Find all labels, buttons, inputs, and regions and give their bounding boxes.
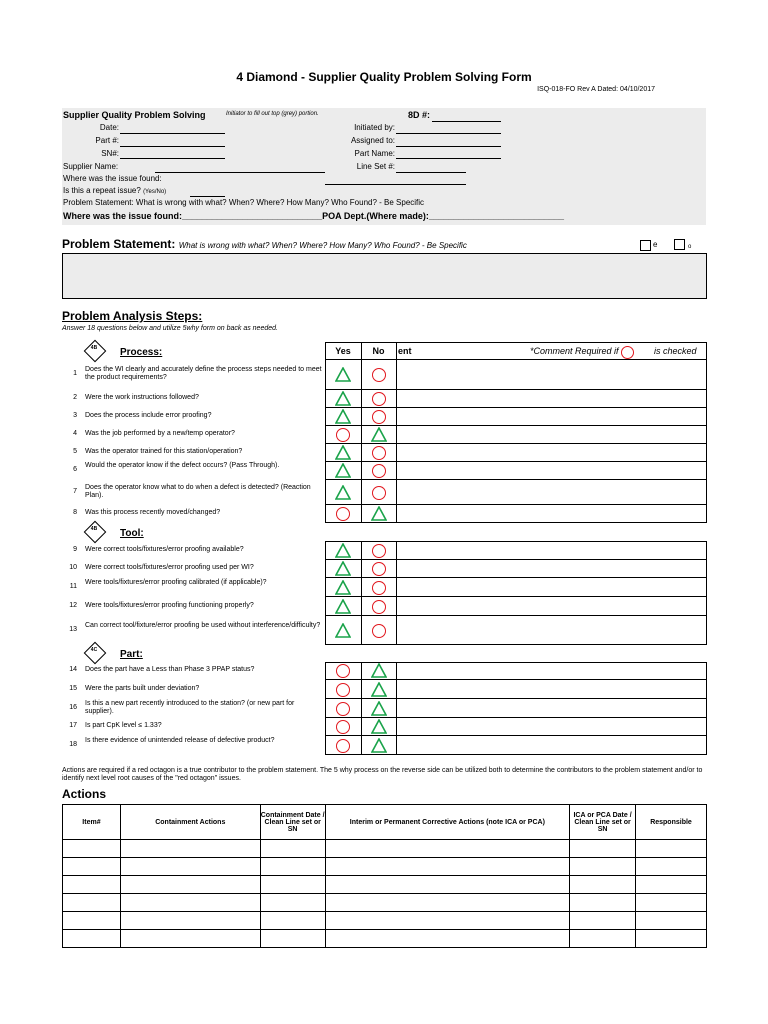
problem-statement-line: Problem Statement: What is wrong with what? When? Where? How Many? Who Found? - Be Specific [63, 198, 425, 207]
yes-no-divider [361, 560, 362, 578]
date-label: Date: [99, 123, 119, 132]
question-text-18: Is there evidence of unintended release of defective product? [85, 736, 275, 744]
yes-no-divider [361, 462, 362, 480]
question-text-6: Would the operator know if the defect occurs? (Pass Through). [85, 462, 280, 469]
green-triangle-no-icon[interactable] [371, 738, 387, 753]
comment-cell-2[interactable] [397, 390, 706, 407]
comment-cell-8[interactable] [397, 505, 706, 522]
initiated-by-field[interactable] [396, 132, 501, 134]
actions-cell[interactable] [570, 840, 636, 858]
part-name-field[interactable] [396, 157, 501, 159]
diamond-badge-text: 4B [90, 345, 98, 351]
initiated-by-label: Initiated by: [354, 123, 395, 132]
actions-row [63, 876, 707, 894]
red-circle-no-icon[interactable] [372, 600, 386, 614]
question-number: 14 [69, 666, 77, 673]
yes-no-divider [361, 662, 362, 680]
actions-cell[interactable] [63, 876, 121, 894]
green-triangle-yes-icon[interactable] [335, 391, 351, 406]
checkbox-2[interactable] [674, 239, 685, 250]
comment-cell-3[interactable] [397, 408, 706, 425]
red-circle-yes-icon[interactable] [336, 683, 350, 697]
actions-cell[interactable] [120, 858, 260, 876]
yes-no-divider [361, 480, 362, 505]
green-triangle-no-icon[interactable] [371, 701, 387, 716]
yes-no-divider [361, 444, 362, 462]
actions-cell[interactable] [325, 930, 570, 948]
question-number: 2 [73, 394, 77, 401]
red-circle-no-icon[interactable] [372, 486, 386, 500]
actions-cell[interactable] [63, 840, 121, 858]
yes-no-divider [361, 408, 362, 426]
actions-cell[interactable] [325, 840, 570, 858]
assigned-to-label: Assigned to: [350, 136, 395, 145]
question-number: 16 [69, 703, 77, 711]
actions-cell[interactable] [636, 912, 707, 930]
question-text-12: Were tools/fixtures/error proofing functioning properly? [85, 601, 254, 609]
question-text-10: Were correct tools/fixtures/error proofing used per WI? [85, 564, 254, 571]
question-number: 10 [69, 564, 77, 571]
actions-cell[interactable] [260, 876, 325, 894]
form-title: 4 Diamond - Supplier Quality Problem Solving Form [236, 70, 532, 84]
red-circle-no-icon[interactable] [372, 392, 386, 406]
problem-statement-input[interactable] [62, 253, 707, 299]
actions-cell[interactable] [120, 840, 260, 858]
comment-cell-18[interactable] [397, 736, 706, 754]
initiator-note: Initiator to fill out top (grey) portion. [226, 111, 319, 117]
actions-cell[interactable] [120, 912, 260, 930]
supplier-name-label: Supplier Name: [63, 162, 119, 171]
green-triangle-yes-icon[interactable] [335, 367, 351, 382]
question-number: 3 [73, 412, 77, 419]
col-yes-header: Yes [335, 346, 351, 356]
question-number: 1 [73, 370, 77, 377]
red-circle-no-icon[interactable] [372, 368, 386, 382]
yes-no-divider [361, 680, 362, 699]
actions-cell[interactable] [63, 894, 121, 912]
is-checked-note: is checked [654, 346, 697, 356]
actions-col-ica-pca-date: ICA or PCA Date / Clean Line set or SN [570, 805, 636, 840]
question-number: 13 [69, 625, 77, 633]
actions-row [63, 858, 707, 876]
where-found-poa-line: Where was the issue found:____________________________POA Dept.(Where made):___________________________ [63, 211, 564, 221]
checkbox-2-label: o [688, 244, 692, 250]
supplier-name-field[interactable] [155, 171, 325, 173]
actions-cell[interactable] [325, 912, 570, 930]
yes-no-divider [361, 699, 362, 718]
green-triangle-yes-icon[interactable] [335, 445, 351, 460]
comment-cell-12[interactable] [397, 597, 706, 615]
line-set-field[interactable] [396, 171, 466, 173]
diamond-badge-text: 4B [90, 526, 98, 532]
yes-no-divider [361, 718, 362, 736]
red-circle-no-icon[interactable] [372, 562, 386, 576]
actions-cell[interactable] [325, 894, 570, 912]
engineering-diamond-icon [84, 521, 107, 544]
red-circle-yes-icon[interactable] [336, 739, 350, 753]
problem-analysis-heading: Problem Analysis Steps: [62, 309, 203, 323]
analysis-header-divider [396, 342, 397, 360]
red-circle-no-icon[interactable] [372, 544, 386, 558]
problem-statement-hint: What is wrong with what? When? Where? How Many? Who Found? - Be Specific [178, 241, 467, 250]
comment-cell-5[interactable] [397, 444, 706, 461]
actions-note: Actions are required if a red octagon is a true contributor to the problem statement. The 5 why process on the reverse side can be utilized both to determine the contributors to the problem statement and/or to identify next level root causes of the "red octagon" issues. [62, 767, 703, 782]
actions-cell[interactable] [63, 858, 121, 876]
question-text-17: Is part CpK level ≤ 1.33? [85, 722, 162, 729]
comment-cell-15[interactable] [397, 680, 706, 698]
question-text-16: Is this a new part recently introduced to the station? (or new part for supplier). [85, 699, 295, 715]
yes-no-divider [361, 541, 362, 560]
question-text-7: Does the operator know what to do when a defect is detected? (Reaction Plan). [85, 483, 311, 499]
actions-cell[interactable] [636, 858, 707, 876]
where-found-label: Where was the issue found: [63, 174, 162, 183]
actions-col-corrective: Interim or Permanent Corrective Actions (note ICA or PCA) [325, 805, 570, 840]
comment-cell-10[interactable] [397, 560, 706, 577]
green-triangle-no-icon[interactable] [371, 682, 387, 697]
question-number: 5 [73, 448, 77, 455]
red-circle-icon [621, 346, 634, 359]
actions-cell[interactable] [63, 912, 121, 930]
red-circle-no-icon[interactable] [372, 464, 386, 478]
problem-analysis-subtitle: Answer 18 questions below and utilize 5why form on back as needed. [62, 325, 278, 332]
engineering-diamond-icon [84, 340, 107, 363]
document-number: ISQ-018-FO Rev A Dated: 04/10/2017 [537, 86, 655, 93]
eightd-label: 8D #: [408, 110, 431, 120]
actions-cell[interactable] [260, 912, 325, 930]
question-number: 17 [69, 722, 77, 729]
actions-col-responsible: Responsible [636, 805, 707, 840]
date-field[interactable] [120, 132, 225, 134]
yes-no-divider [361, 578, 362, 597]
question-number: 12 [69, 601, 77, 609]
question-text-3: Does the process include error proofing? [85, 412, 212, 419]
red-circle-yes-icon[interactable] [336, 720, 350, 734]
yes-no-divider [361, 426, 362, 444]
actions-row [63, 912, 707, 930]
actions-cell[interactable] [63, 930, 121, 948]
green-triangle-no-icon[interactable] [371, 427, 387, 442]
sn-label: SN#: [101, 149, 119, 158]
green-triangle-no-icon[interactable] [371, 719, 387, 734]
comment-cell-1[interactable] [397, 360, 706, 389]
actions-cell[interactable] [325, 876, 570, 894]
actions-cell[interactable] [636, 840, 707, 858]
actions-cell[interactable] [570, 876, 636, 894]
col-comment-header: ent [398, 346, 412, 356]
section-process-heading: Process: [120, 347, 163, 358]
actions-cell[interactable] [260, 930, 325, 948]
actions-cell[interactable] [260, 858, 325, 876]
question-text-1: Does the WI clearly and accurately define the process steps needed to meet the product requirements? [85, 366, 322, 381]
problem-statement-heading: Problem Statement: What is wrong with what? When? Where? How Many? Who Found? - Be Specific [62, 237, 467, 251]
question-text-11: Were tools/fixtures/error proofing calibrated (if applicable)? [85, 578, 267, 586]
green-triangle-yes-icon[interactable] [335, 409, 351, 424]
comment-cell-16[interactable] [397, 699, 706, 717]
repeat-issue-hint: (Yes/No) [143, 189, 167, 195]
comment-cell-6[interactable] [397, 462, 706, 479]
question-number: 11 [69, 582, 77, 590]
repeat-issue-field[interactable] [190, 195, 225, 197]
red-circle-yes-icon[interactable] [336, 507, 350, 521]
actions-cell[interactable] [570, 930, 636, 948]
yes-no-divider [361, 736, 362, 755]
green-triangle-yes-icon[interactable] [335, 463, 351, 478]
red-circle-yes-icon[interactable] [336, 428, 350, 442]
actions-cell[interactable] [260, 894, 325, 912]
red-circle-no-icon[interactable] [372, 446, 386, 460]
question-text-13: Can correct tool/fixture/error proofing be used without interference/difficulty? [85, 621, 321, 629]
info-section-title: Supplier Quality Problem Solving [63, 110, 206, 120]
actions-cell[interactable] [325, 858, 570, 876]
checkbox-1[interactable] [640, 240, 651, 251]
assigned-to-field[interactable] [396, 145, 501, 147]
comment-cell-13[interactable] [397, 616, 706, 644]
actions-cell[interactable] [120, 876, 260, 894]
actions-col-containment: Containment Actions [120, 805, 260, 840]
green-triangle-yes-icon[interactable] [335, 599, 351, 614]
actions-cell[interactable] [570, 894, 636, 912]
actions-cell[interactable] [260, 840, 325, 858]
sn-field[interactable] [120, 157, 225, 159]
green-triangle-yes-icon[interactable] [335, 623, 351, 638]
green-triangle-no-icon[interactable] [371, 663, 387, 678]
col-no-header: No [372, 346, 385, 356]
question-number: 9 [73, 545, 77, 553]
actions-cell[interactable] [120, 930, 260, 948]
red-circle-no-icon[interactable] [372, 624, 386, 638]
red-circle-yes-icon[interactable] [336, 702, 350, 716]
actions-row [63, 930, 707, 948]
yes-no-divider [361, 390, 362, 408]
red-circle-yes-icon[interactable] [336, 664, 350, 678]
engineering-diamond-icon [84, 642, 107, 665]
question-text-9: Were correct tools/fixtures/error proofing available? [85, 545, 244, 553]
green-triangle-yes-icon[interactable] [335, 543, 351, 558]
eightd-field[interactable] [432, 120, 501, 122]
yes-no-divider [361, 616, 362, 645]
actions-col-item: Item# [63, 805, 121, 840]
yes-no-divider [361, 597, 362, 616]
actions-header-row [63, 805, 707, 840]
part-name-label: Part Name: [354, 149, 395, 158]
actions-cell[interactable] [570, 858, 636, 876]
repeat-issue-label: Is this a repeat issue? (Yes/No) [63, 186, 167, 195]
comment-cell-17[interactable] [397, 718, 706, 735]
question-text-8: Was this process recently moved/changed? [85, 509, 221, 516]
yes-no-divider [361, 505, 362, 523]
actions-table [62, 804, 707, 948]
part-number-label: Part #: [95, 136, 119, 145]
green-triangle-yes-icon[interactable] [335, 485, 351, 500]
part-number-field[interactable] [120, 145, 225, 147]
question-number: 18 [69, 740, 77, 748]
actions-cell[interactable] [636, 894, 707, 912]
comment-cell-7[interactable] [397, 480, 706, 504]
checkbox-1-label: e [653, 240, 658, 249]
question-number: 4 [73, 430, 77, 437]
question-text-15: Were the parts built under deviation? [85, 684, 200, 692]
question-number: 8 [73, 509, 77, 516]
actions-cell[interactable] [636, 930, 707, 948]
question-text-4: Was the job performed by a new/temp operator? [85, 430, 235, 437]
question-text-14: Does the part have a Less than Phase 3 PPAP status? [85, 666, 255, 673]
question-number: 7 [73, 487, 77, 495]
actions-row [63, 840, 707, 858]
actions-row [63, 894, 707, 912]
yes-no-divider [361, 360, 362, 390]
line-set-label: Line Set #: [356, 162, 395, 171]
section-part-heading: Part: [120, 649, 143, 660]
comment-required-note: *Comment Required if [530, 346, 619, 356]
actions-cell[interactable] [120, 894, 260, 912]
red-circle-no-icon[interactable] [372, 410, 386, 424]
green-triangle-yes-icon[interactable] [335, 580, 351, 595]
green-triangle-no-icon[interactable] [371, 506, 387, 521]
section-tool-heading: Tool: [120, 528, 144, 539]
question-text-2: Were the work instructions followed? [85, 394, 199, 401]
diamond-badge-text: 4C [90, 647, 98, 653]
question-number: 6 [73, 466, 77, 473]
actions-col-containment-date: Containment Date / Clean Line set or SN [260, 805, 325, 840]
question-number: 15 [69, 684, 77, 692]
question-text-5: Was the operator trained for this station/operation? [85, 448, 243, 455]
actions-cell[interactable] [570, 912, 636, 930]
comment-cell-11[interactable] [397, 578, 706, 596]
red-circle-no-icon[interactable] [372, 581, 386, 595]
comment-cell-9[interactable] [397, 541, 706, 559]
where-found-field[interactable] [325, 183, 466, 185]
comment-cell-4[interactable] [397, 426, 706, 443]
actions-cell[interactable] [636, 876, 707, 894]
comment-cell-14[interactable] [397, 662, 706, 679]
green-triangle-yes-icon[interactable] [335, 561, 351, 576]
actions-heading: Actions [62, 787, 107, 801]
